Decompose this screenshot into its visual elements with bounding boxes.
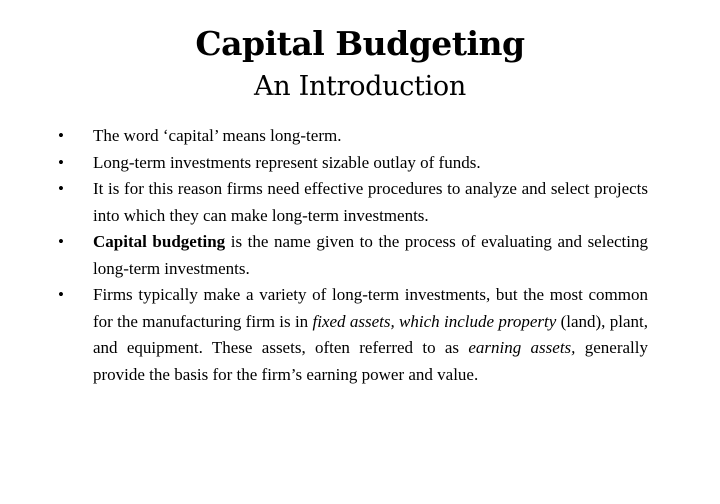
bullet-item (58, 229, 648, 282)
bullet-list (58, 123, 648, 388)
bullet-text-rest: is the name given to the process of evaluating and selecting long-term investments. (93, 232, 648, 278)
bullet-icon: • (58, 285, 64, 304)
bullet-item (58, 150, 648, 177)
bullet-text-part: generally provide the basis for the firm’s earning power and value. (93, 338, 648, 384)
bullet-item (58, 123, 648, 150)
bullet-icon: • (58, 126, 64, 145)
bullet-icon: • (58, 152, 64, 172)
bullet-text-part: Firms typically make a variety of long-term investments, but the most common for the manufacturing firm is in (93, 285, 648, 331)
slide-subtitle: An Introduction (254, 71, 466, 102)
bullet-text (93, 285, 648, 384)
bullet-item (58, 282, 648, 388)
bold-term: Capital budgeting (93, 232, 226, 251)
bullet-icon: • (58, 232, 64, 251)
bullet-text (93, 232, 648, 278)
bullet-text: It is for this reason firms need effective procedures to analyze and select projects into which they can make long-term investments. (93, 179, 648, 225)
bullet-text: The word ‘capital’ means long-term. (93, 126, 342, 145)
slide-title: Capital Budgeting (195, 24, 525, 63)
bullet-text: Long-term investments represent sizable outlay of funds. (93, 152, 481, 172)
bullet-item (58, 176, 648, 229)
bullet-text-part: (land), plant, and equipment. These assets, often referred to as (93, 311, 648, 357)
bullet-icon: • (58, 179, 64, 198)
italic-term: fixed assets, which include property (312, 311, 557, 331)
italic-term: earning assets, (468, 338, 576, 357)
